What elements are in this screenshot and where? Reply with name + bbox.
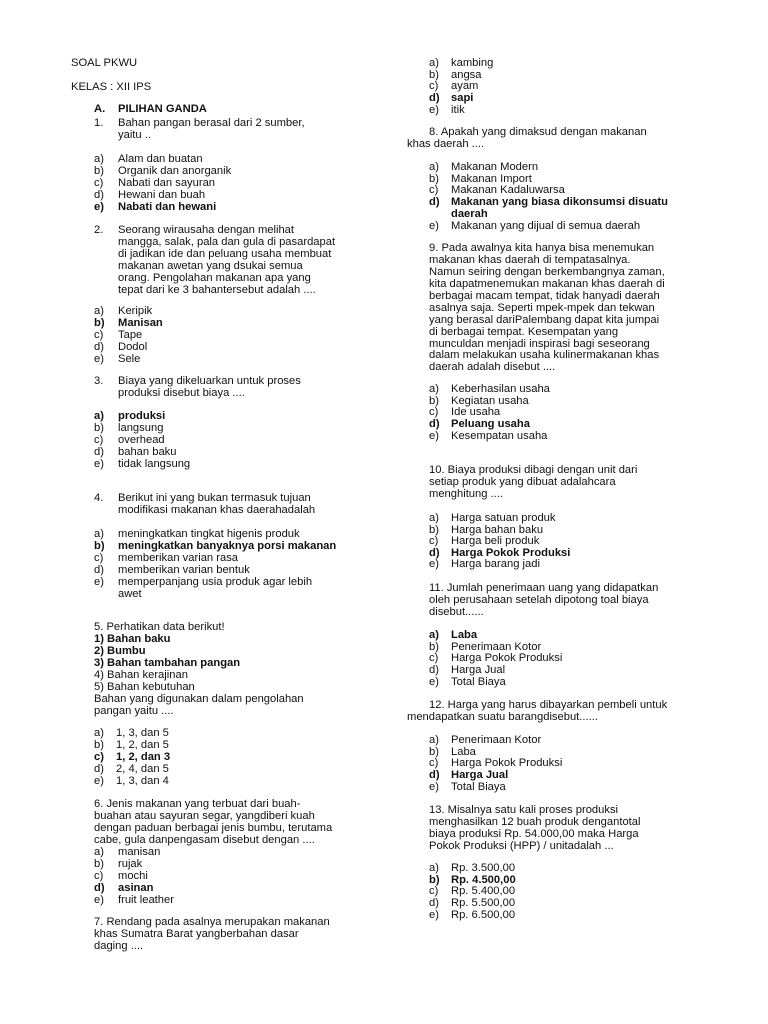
answer-option: a) manisan	[94, 846, 161, 858]
question-text: biaya produksi Rp. 54.000,00 maka Harga	[429, 828, 639, 840]
answer-option: e) 1, 3, dan 4	[94, 775, 169, 787]
question-number: 2.	[94, 224, 104, 236]
question-text: 8. Apakah yang dimaksud dengan makanan	[429, 126, 647, 138]
answer-option: b) angsa	[429, 69, 482, 81]
question-text: 6. Jenis makanan yang terbuat dari buah-	[94, 798, 301, 810]
answer-option-correct: a) produksi	[94, 410, 166, 422]
question-text: berbagai macam tempat, tidak hanyadi daerah	[429, 290, 660, 302]
question-number: 4.	[94, 492, 104, 504]
question-text: 10. Biaya produksi dibagi dengan unit dari	[429, 464, 638, 476]
answer-option: b) Organik dan anorganik	[94, 165, 232, 177]
question-text: buahan atau sayuran segar, yangdiberi kuah	[94, 810, 315, 822]
section-title: PILIHAN GANDA	[118, 103, 207, 115]
question-text: 13. Misalnya satu kali proses produksi	[429, 804, 619, 816]
answer-option: c) Makanan Kadaluwarsa	[429, 184, 565, 196]
question-text: cabe, gula danpengasam disebut dengan ....	[94, 834, 315, 846]
answer-option: b) Harga bahan baku	[429, 524, 544, 536]
question-text: Berikut ini yang bukan termasuk tujuan	[118, 492, 311, 504]
answer-option-correct: b) Manisan	[94, 317, 163, 329]
data-item: 4) Bahan kerajinan	[94, 669, 188, 681]
question-text: setiap produk yang dibuat adalahcara	[429, 476, 616, 488]
answer-option: a) kambing	[429, 57, 494, 69]
section-letter: A.	[94, 103, 106, 115]
question-text: modifikasi makanan khas daerahadalah	[118, 504, 316, 516]
question-text: yaitu ..	[118, 129, 151, 141]
question-text: 11. Jumlah penerimaan uang yang didapatkan	[429, 582, 659, 594]
answer-option: c) Harga Pokok Produksi	[429, 652, 563, 664]
answer-option: b) Kegiatan usaha	[429, 395, 529, 407]
question-text: tepat dari ke 3 bahantersebut adalah ....	[118, 284, 316, 296]
answer-option: a) Makanan Modern	[429, 161, 539, 173]
answer-option: e) memperpanjang usia produk agar lebih	[94, 576, 313, 588]
answer-option: c) Rp. 5.400,00	[429, 885, 516, 897]
answer-option: e) Total Biaya	[429, 781, 506, 793]
answer-option-continued: daerah	[451, 208, 488, 220]
question-text: Bahan yang digunakan dalam pengolahan	[94, 693, 304, 705]
question-number: 1.	[94, 117, 104, 129]
answer-option: c) Harga Pokok Produksi	[429, 757, 563, 769]
question-text: menghitung ....	[429, 488, 504, 500]
question-text: asalnya saja. Seperti mpek-mpek dan tekwan	[429, 302, 655, 314]
question-text: yang berasal dariPalembang dapat kita jumpai	[429, 314, 660, 326]
answer-option: a) Keripik	[94, 305, 153, 317]
question-text: orang. Pengolahan makanan apa yang	[118, 272, 311, 284]
answer-option: e) fruit leather	[94, 894, 174, 906]
answer-option: a) Alam dan buatan	[94, 153, 203, 165]
answer-option-correct: c) 1, 2, dan 3	[94, 751, 171, 763]
data-item: 3) Bahan tambahan pangan	[94, 657, 241, 669]
answer-option-correct: a) Laba	[429, 629, 478, 641]
answer-option: b) 1, 2, dan 5	[94, 739, 169, 751]
question-text: mendapatkan suatu barangdisebut......	[407, 711, 598, 723]
answer-option: c) overhead	[94, 434, 165, 446]
question-text: munculdan menjadi inspirasi bagi seseorang	[429, 338, 650, 350]
question-text: makanan khas daerah di tempatasalnya.	[429, 254, 631, 266]
answer-option-correct: d) sapi	[429, 92, 474, 104]
question-text: disebut......	[429, 606, 484, 618]
answer-option: e) Kesempatan usaha	[429, 430, 548, 442]
question-text: khas Sumatra Barat yangberbahan dasar	[94, 928, 299, 940]
question-text: Bahan pangan berasal dari 2 sumber,	[118, 117, 305, 129]
data-item: 2) Bumbu	[94, 645, 146, 657]
answer-option: c) memberikan varian rasa	[94, 552, 239, 564]
answer-option: d) bahan baku	[94, 446, 177, 458]
question-text: produksi disebut biaya ....	[118, 387, 245, 399]
answer-option: e) itik	[429, 104, 465, 116]
answer-option: a) 1, 3, dan 5	[94, 727, 169, 739]
answer-option: a) Harga satuan produk	[429, 512, 556, 524]
class-label: KELAS : XII IPS	[71, 81, 152, 93]
answer-option: e) tidak langsung	[94, 458, 191, 470]
answer-option: c) Nabati dan sayuran	[94, 177, 216, 189]
question-text: Pokok Produksi (HPP) / unitadalah ...	[429, 840, 614, 852]
data-item: 5) Bahan kebutuhan	[94, 681, 195, 693]
answer-option: d) Harga Jual	[429, 664, 506, 676]
question-text: menghasilkan 12 buah produk dengantotal	[429, 816, 641, 828]
answer-option: e) Total Biaya	[429, 676, 506, 688]
doc-title: SOAL PKWU	[71, 57, 138, 69]
answer-option: a) Rp. 3.500,00	[429, 862, 516, 874]
question-text: Namun seiring dengan berkembangnya zaman,	[429, 266, 665, 278]
answer-option: d) memberikan varian bentuk	[94, 564, 250, 576]
answer-option: e) Sele	[94, 353, 141, 365]
answer-option: c) ayam	[429, 80, 479, 92]
answer-option: e) Rp. 6.500,00	[429, 909, 516, 921]
data-item: 1) Bahan baku	[94, 633, 171, 645]
question-text: Seorang wirausaha dengan melihat	[118, 224, 295, 236]
question-text: 9. Pada awalnya kita hanya bisa menemukan	[429, 242, 655, 254]
answer-option: b) Makanan Import	[429, 173, 532, 185]
question-text: daging ....	[94, 940, 144, 952]
answer-option-correct: b) meningkatkan banyaknya porsi makanan	[94, 540, 337, 552]
answer-option: a) Penerimaan Kotor	[429, 734, 542, 746]
question-text: 5. Perhatikan data berikut!	[94, 621, 225, 633]
answer-option-correct: d) Peluang usaha	[429, 418, 530, 430]
answer-option-correct: d) Harga Jual	[429, 769, 509, 781]
answer-option: b) Penerimaan Kotor	[429, 641, 542, 653]
answer-option: b) langsung	[94, 422, 164, 434]
question-number: 3.	[94, 375, 104, 387]
answer-option-correct: b) Rp. 4.500,00	[429, 874, 516, 886]
answer-option: b) Laba	[429, 746, 476, 758]
question-text: khas daerah ....	[407, 138, 485, 150]
question-text: di berbagai tempat. Kesempatan yang	[429, 326, 619, 338]
answer-option: d) 2, 4, dan 5	[94, 763, 169, 775]
question-text: mangga, salak, pala dan gula di pasardapat	[118, 236, 336, 248]
answer-option: c) Tape	[94, 329, 143, 341]
question-text: makanan awetan yang dsukai semua	[118, 260, 303, 272]
answer-option-correct: e) Nabati dan hewani	[94, 201, 217, 213]
question-text: kita dapatmenemukan makanan khas daerah di	[429, 278, 665, 290]
answer-option: d) Rp. 5.500,00	[429, 897, 516, 909]
answer-option: b) rujak	[94, 858, 143, 870]
answer-option: a) meningkatkan tingkat higenis produk	[94, 528, 300, 540]
answer-option: e) Makanan yang dijual di semua daerah	[429, 220, 641, 232]
answer-option-continued: awet	[118, 588, 142, 600]
question-text: daerah adalah disebut ....	[429, 361, 556, 373]
question-text: 12. Harga yang harus dibayarkan pembeli untuk	[429, 699, 668, 711]
answer-option-correct: d) Makanan yang biasa dikonsumsi disuatu	[429, 196, 668, 208]
question-text: Biaya yang dikeluarkan untuk proses	[118, 375, 301, 387]
question-text: 7. Rendang pada asalnya merupakan makanan	[94, 916, 330, 928]
question-text: di jadikan ide dan peluang usaha membuat	[118, 248, 332, 260]
answer-option: d) Hewani dan buah	[94, 189, 206, 201]
question-text: dengan paduan berbagai jenis bumbu, terutama	[94, 822, 333, 834]
answer-option-correct: d) asinan	[94, 882, 154, 894]
answer-option: e) Harga barang jadi	[429, 558, 540, 570]
answer-option-correct: d) Harga Pokok Produksi	[429, 547, 571, 559]
answer-option: c) Harga beli produk	[429, 535, 540, 547]
answer-option: d) Dodol	[94, 341, 148, 353]
answer-option: a) Keberhasilan usaha	[429, 383, 550, 395]
question-text: dalam melakukan usaha kulinermakanan khas	[429, 349, 660, 361]
question-text: oleh perusahaan setelah dipotong toal biaya	[429, 594, 649, 606]
question-text: pangan yaitu ....	[94, 705, 174, 717]
answer-option: c) mochi	[94, 870, 148, 882]
answer-option: c) Ide usaha	[429, 406, 501, 418]
